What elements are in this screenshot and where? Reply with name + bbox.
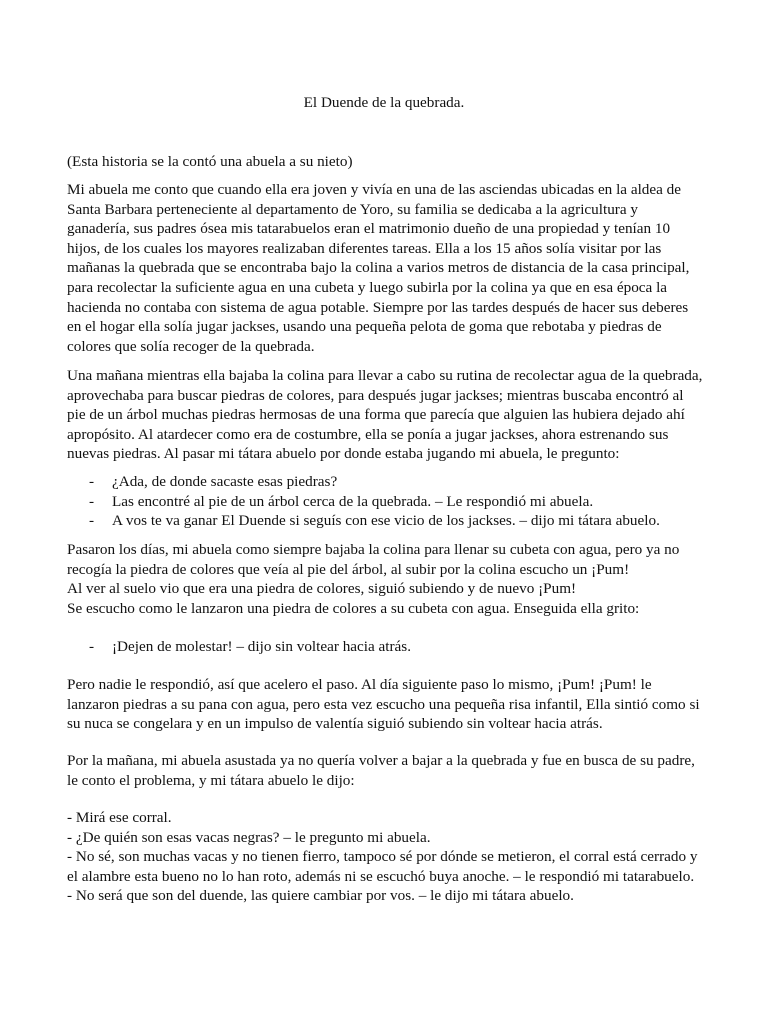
paragraph-line: - ¿De quién son esas vacas negras? – le pregunto mi abuela. bbox=[67, 828, 431, 846]
paragraph-4 bbox=[67, 675, 717, 734]
dialogue-list-1 bbox=[67, 472, 717, 531]
paragraph-line: Por la mañana, mi abuela asustada ya no quería volver a bajar a la quebrada y fue en busca de su padre, bbox=[67, 752, 695, 769]
paragraph-line: en el hogar ella solía jugar jackses, usando una pequeña pelota de goma que rebotaba y piedras de bbox=[67, 318, 662, 336]
paragraph-line: Al ver al suelo vio que era una piedra de colores, siguió subiendo y de nuevo ¡Pum! bbox=[67, 580, 577, 598]
dialogue-text: A vos te va ganar El Duende si seguís con ese vicio de los jackses. – dijo mi tátara abuelo. bbox=[112, 512, 660, 530]
paragraph-line: hacienda no contaba con sistema de agua potable. Siempre por las tardes después de hacer sus deberes bbox=[67, 298, 689, 316]
dialogue-text: ¡Dejen de molestar! – dijo sin voltear hacia atrás. bbox=[112, 638, 411, 655]
paragraph-6 bbox=[67, 808, 717, 906]
dialogue-item bbox=[67, 637, 717, 657]
paragraph-line: Una mañana mientras ella bajaba la colina para llevar a cabo su rutina de recolectar agua de la quebrada, bbox=[67, 367, 703, 384]
paragraph-line: recogía la piedra de colores que veía al pie del árbol, al subir por la colina escucho un ¡Pum! bbox=[67, 560, 630, 578]
document-title: El Duende de la quebrada. bbox=[303, 94, 465, 111]
dash-bullet: - bbox=[89, 473, 95, 490]
paragraph-line: Pasaron los días, mi abuela como siempre bajaba la colina para llenar su cubeta con agua, pero ya no bbox=[67, 541, 680, 558]
paragraph-line: mañanas la quebrada que se encontraba bajo la colina a varios metros de distancia de la casa principal, bbox=[67, 259, 690, 277]
dialogue-list-2 bbox=[67, 637, 717, 657]
dialogue-item bbox=[67, 511, 717, 531]
paragraph-5 bbox=[67, 751, 717, 790]
paragraph-line: pie de un árbol muchas piedras hermosas de una forma que parecía que alguien las hubiera dejado ahí bbox=[67, 406, 685, 424]
paragraph-line: apropósito. Al atardecer como era de costumbre, ella se ponía a jugar jackses, ahora estrenando sus bbox=[67, 425, 669, 443]
dash-bullet: - bbox=[89, 492, 95, 510]
paragraph-2 bbox=[67, 366, 717, 464]
dash-bullet: - bbox=[89, 512, 95, 530]
paragraph-line: nuevas piedras. Al pasar mi tátara abuelo por donde estaba jugando mi abuela, le pregunto: bbox=[67, 445, 620, 463]
paragraph-line: Mi abuela me conto que cuando ella era joven y vivía en una de las asciendas ubicadas en la aldea de bbox=[67, 181, 681, 198]
paragraph-line: ganadería, sus padres ósea mis tatarabuelos eran el matrimonio dueño de una propiedad y tenían 10 bbox=[67, 220, 671, 238]
dialogue-item bbox=[67, 492, 717, 512]
paragraph-3 bbox=[67, 540, 717, 618]
paragraph-line: lanzaron piedras a su pana con agua, pero esta vez escucho una pequeña risa infantil, Ella sintió como si bbox=[67, 695, 700, 713]
paragraph-line: - No sé, son muchas vacas y no tienen fierro, tampoco sé por dónde se metieron, el corral está cerrado y bbox=[67, 848, 698, 866]
paragraph-line: hijos, de los cuales los mayores realizaban diferentes tareas. Ella a los 15 años solía visitar por las bbox=[67, 239, 662, 257]
paragraph-line: aprovechaba para buscar piedras de colores, para después jugar jackses; mientras buscaba encontró al bbox=[67, 386, 684, 404]
paragraph-1 bbox=[67, 180, 717, 356]
paragraph-line: colores que solía recoger de la quebrada. bbox=[67, 337, 315, 355]
dialogue-text: ¿Ada, de donde sacaste esas piedras? bbox=[112, 473, 338, 490]
paragraph-line: - Mirá ese corral. bbox=[67, 809, 172, 826]
paragraph-line: para recolectar la suficiente agua en una cubeta y luego subirla por la colina ya que en esa época la bbox=[67, 278, 668, 296]
document-subtitle: (Esta historia se la contó una abuela a su nieto) bbox=[67, 153, 353, 170]
dialogue-item bbox=[67, 472, 717, 492]
paragraph-line: el alambre esta bueno no lo han roto, además ni se escuchó buya anoche. – le respondió mi tatarabuelo. bbox=[67, 867, 695, 885]
paragraph-line: - No será que son del duende, las quiere cambiar por vos. – le dijo mi tátara abuelo. bbox=[67, 887, 574, 905]
paragraph-line: su nuca se congelara y en un impulso de valentía siguió subiendo sin voltear hacia atrás. bbox=[67, 715, 603, 733]
dash-bullet: - bbox=[89, 638, 95, 655]
paragraph-line: le conto el problema, y mi tátara abuelo le dijo: bbox=[67, 771, 355, 789]
paragraph-line: Santa Barbara perteneciente al departamento de Yoro, su familia se dedicaba a la agricultura y bbox=[67, 200, 638, 218]
paragraph-line: Se escucho como le lanzaron una piedra de colores a su cubeta con agua. Enseguida ella grito: bbox=[67, 599, 640, 617]
dialogue-text: Las encontré al pie de un árbol cerca de la quebrada. – Le respondió mi abuela. bbox=[112, 492, 594, 510]
paragraph-line: Pero nadie le respondió, así que acelero el paso. Al día siguiente paso lo mismo, ¡Pum! ¡Pum! le bbox=[67, 676, 652, 693]
